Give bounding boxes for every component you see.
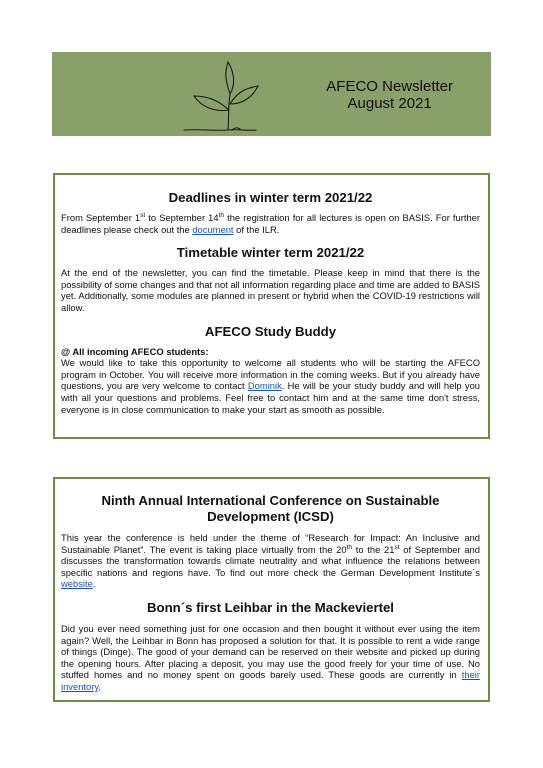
dominik-link[interactable]: Dominik: [247, 380, 282, 392]
text-segment: . He will be your study buddy and will help you with all your questions and problems. Feel free to contact him and at the same time don't stress, everyone is in close communication to make your start as smooth as possible.: [61, 380, 480, 415]
paragraph-deadlines: [61, 212, 480, 235]
superscript: st: [140, 211, 146, 219]
superscript: th: [218, 211, 225, 219]
paragraph-icsd: [61, 532, 480, 590]
paragraph-leihbar: [61, 623, 480, 693]
banner-title: [326, 78, 453, 112]
website-link[interactable]: website: [61, 578, 93, 590]
superscript: st: [394, 543, 400, 551]
text-segment: .: [92, 578, 96, 590]
paragraph-study-buddy: [61, 346, 480, 416]
inventory-link[interactable]: their inventory: [61, 669, 480, 692]
heading-timetable: Timetable winter term 2021/22: [176, 245, 365, 261]
paragraph-timetable: At the end of the newsletter, you can find the timetable. Please keep in mind that there is the possibility of some changes and that not all information regarding place and time are added to BASIS yet. Additionally, some modules are planned in present or hybrid when the COVID-19 restrictions will allow.: [61, 267, 481, 313]
news-box-2: [53, 477, 490, 702]
text-segment: of the ILR.: [233, 223, 280, 235]
heading-study-buddy: AFECO Study Buddy: [204, 323, 337, 339]
newsletter-banner: [52, 52, 491, 136]
superscript: th: [346, 543, 353, 551]
incoming-students-label: @ All incoming AFECO students:: [61, 345, 209, 357]
heading-icsd: Ninth Annual International Conference on Sustainable Development (ICSD): [101, 493, 440, 524]
text-segment: .: [98, 680, 101, 692]
heading-leihbar: Bonn´s first Leihbar in the Mackeviertel: [147, 599, 394, 615]
text-segment: We would like to take this opportunity to welcome all students who will be starting the AFECO program in October. You will receive more information in the coming weeks. But if you already have questions, you are very welcome to contact: [61, 357, 480, 392]
text-segment: From September 1: [61, 212, 141, 223]
text-segment: to September 14: [145, 212, 219, 223]
text-segment: the registration for all lectures is open on BASIS. For further deadlines please check out the: [61, 212, 481, 235]
plant-icon: [182, 58, 272, 134]
text-segment: This year the conference is held under the theme of “Research for Impact: An Inclusive and Sustainable Planet”. The event is taking place virtually from the 20: [61, 532, 480, 555]
banner-title-line2: August 2021: [347, 95, 432, 112]
text-segment: of September and discusses the transformation towards climate neutrality and what influence the relations between specific nations and regions have. To find out more check the German Development Institute´s: [61, 543, 480, 578]
banner-title-line1: AFECO Newsletter: [326, 78, 453, 95]
text-segment: Did you ever need something just for one occasion and then bought it without ever using the item again? Well, the Leihbar in Bonn has proposed a solution for that. It is possible to rent a wide range of things (Dinge). The good of your demand can be reserved on their website and picked up during the opening hours. After placing a deposit, you may use the good freely for your time of use. No stuffed homes and no money spent on goods barely used. These goods are currently in: [61, 622, 480, 681]
news-box-1: [53, 173, 490, 439]
heading-deadlines: Deadlines in winter term 2021/22: [168, 190, 373, 205]
text-segment: to the 21: [352, 543, 395, 555]
document-link[interactable]: document: [192, 223, 234, 235]
